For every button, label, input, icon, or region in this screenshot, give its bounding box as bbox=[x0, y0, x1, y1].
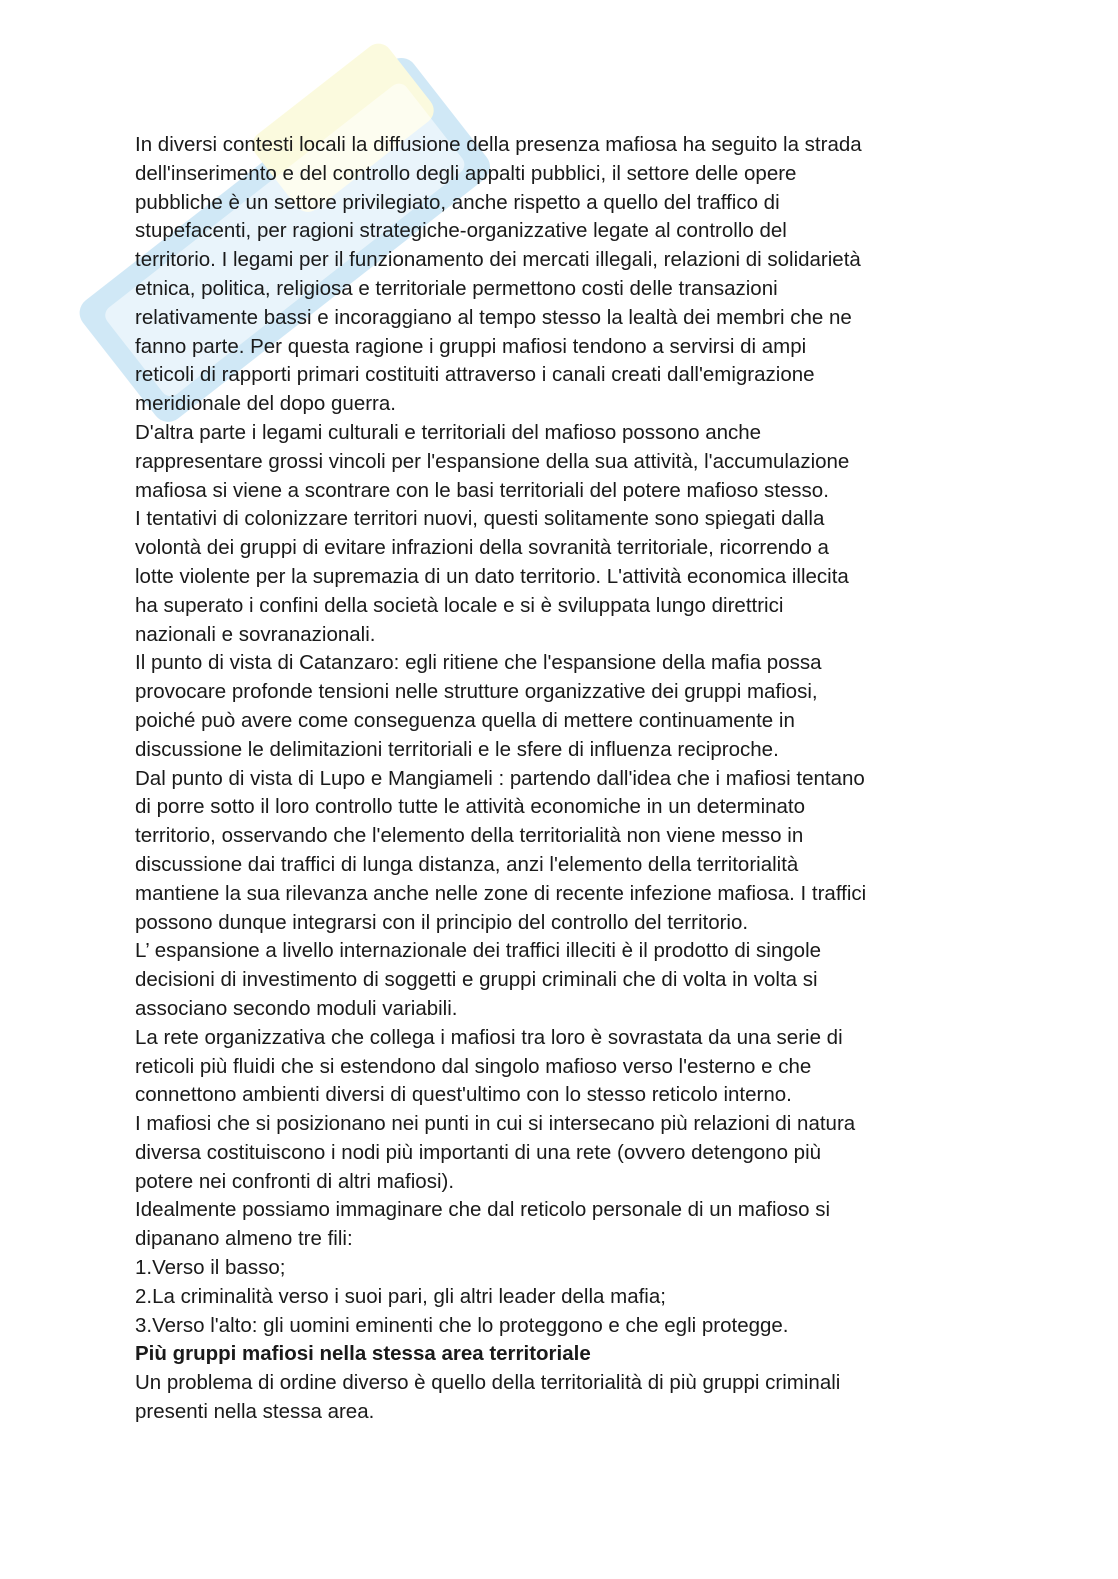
text-line: La rete organizzativa che collega i mafiosi tra loro è sovrastata da una serie di bbox=[135, 1025, 843, 1049]
text-line: reticoli di rapporti primari costituiti attraverso i canali creati dall'emigrazione bbox=[135, 363, 815, 387]
text-line: decisioni di investimento di soggetti e gruppi criminali che di volta in volta si bbox=[135, 968, 818, 992]
text-line: nazionali e sovranazionali. bbox=[135, 622, 376, 646]
text-line: I mafiosi che si posizionano nei punti in cui si intersecano più relazioni di natura bbox=[135, 1112, 856, 1136]
text-line: lotte violente per la supremazia di un dato territorio. L'attività economica illecita bbox=[135, 564, 849, 588]
text-line: Idealmente possiamo immaginare che dal reticolo personale di un mafioso si bbox=[135, 1198, 831, 1222]
text-line: dipanano almeno tre fili: bbox=[135, 1227, 353, 1251]
text-line: ha superato i confini della società locale e si è sviluppata lungo direttrici bbox=[135, 593, 784, 617]
text-line: pubbliche è un settore privilegiato, anche rispetto a quello del traffico di bbox=[135, 190, 780, 214]
text-line: 1.Verso il basso; bbox=[135, 1256, 286, 1280]
document-body bbox=[135, 131, 995, 1427]
text-line: territorio, osservando che l'elemento della territorialità non viene messo in bbox=[135, 824, 804, 848]
text-line: connettono ambienti diversi di quest'ultimo con lo stesso reticolo interno. bbox=[135, 1083, 792, 1107]
text-line: rappresentare grossi vincoli per l'espansione della sua attività, l'accumulazione bbox=[135, 449, 850, 473]
section-heading: Più gruppi mafiosi nella stessa area territoriale bbox=[135, 1342, 591, 1366]
text-line: L’ espansione a livello internazionale dei traffici illeciti è il prodotto di singole bbox=[135, 939, 822, 963]
text-line: mafiosa si viene a scontrare con le basi territoriali del potere mafioso stesso. bbox=[135, 478, 829, 502]
text-line: di porre sotto il loro controllo tutte le attività economiche in un determinato bbox=[135, 795, 806, 819]
text-line: Il punto di vista di Catanzaro: egli ritiene che l'espansione della mafia possa bbox=[135, 651, 822, 675]
text-line: provocare profonde tensioni nelle strutture organizzative dei gruppi mafiosi, bbox=[135, 680, 818, 704]
text-line: volontà dei gruppi di evitare infrazioni della sovranità territoriale, ricorrendo a bbox=[135, 536, 829, 560]
text-line: discussione dai traffici di lunga distanza, anzi l'elemento della territorialità bbox=[135, 852, 799, 876]
text-line: In diversi contesti locali la diffusione della presenza mafiosa ha seguito la strada bbox=[135, 133, 862, 156]
text-line: poiché può avere come conseguenza quella di mettere continuamente in bbox=[135, 708, 795, 732]
text-line: potere nei confronti di altri mafiosi). bbox=[135, 1169, 455, 1193]
text-line: presenti nella stessa area. bbox=[135, 1400, 375, 1424]
text-line: mantiene la sua rilevanza anche nelle zone di recente infezione mafiosa. I traffici bbox=[135, 881, 867, 905]
text-line: D'altra parte i legami culturali e territoriali del mafioso possono anche bbox=[135, 420, 762, 444]
text-line: meridionale del dopo guerra. bbox=[135, 392, 396, 416]
text-line: 3.Verso l'alto: gli uomini eminenti che lo proteggono e che egli protegge. bbox=[135, 1313, 789, 1337]
text-line: stupefacenti, per ragioni strategiche-organizzative legate al controllo del bbox=[135, 219, 787, 243]
text-line: relativamente bassi e incoraggiano al tempo stesso la lealtà dei membri che ne bbox=[135, 305, 852, 329]
text-line: diversa costituiscono i nodi più importanti di una rete (ovvero detengono più bbox=[135, 1140, 822, 1164]
text-line: I tentativi di colonizzare territori nuovi, questi solitamente sono spiegati dalla bbox=[135, 507, 825, 531]
text-line: fanno parte. Per questa ragione i gruppi mafiosi tendono a servirsi di ampi bbox=[135, 334, 807, 358]
text-line: discussione le delimitazioni territoriali e le sfere di influenza reciproche. bbox=[135, 737, 779, 761]
text-line: etnica, politica, religiosa e territoriale permettono costi delle transazioni bbox=[135, 276, 778, 300]
text-line: associano secondo moduli variabili. bbox=[135, 996, 458, 1020]
text-line: Un problema di ordine diverso è quello della territorialità di più gruppi criminali bbox=[135, 1371, 841, 1395]
text-line: possono dunque integrarsi con il principio del controllo del territorio. bbox=[135, 910, 749, 934]
text-line: 2.La criminalità verso i suoi pari, gli altri leader della mafia; bbox=[135, 1284, 666, 1308]
text-line: territorio. I legami per il funzionamento dei mercati illegali, relazioni di solidarietà bbox=[135, 248, 861, 272]
text-line: reticoli più fluidi che si estendono dal singolo mafioso verso l'esterno e che bbox=[135, 1054, 812, 1078]
text-line: Dal punto di vista di Lupo e Mangiameli : partendo dall'idea che i mafiosi tentano bbox=[135, 766, 865, 790]
text-line: dell'inserimento e del controllo degli appalti pubblici, il settore delle opere bbox=[135, 161, 797, 185]
